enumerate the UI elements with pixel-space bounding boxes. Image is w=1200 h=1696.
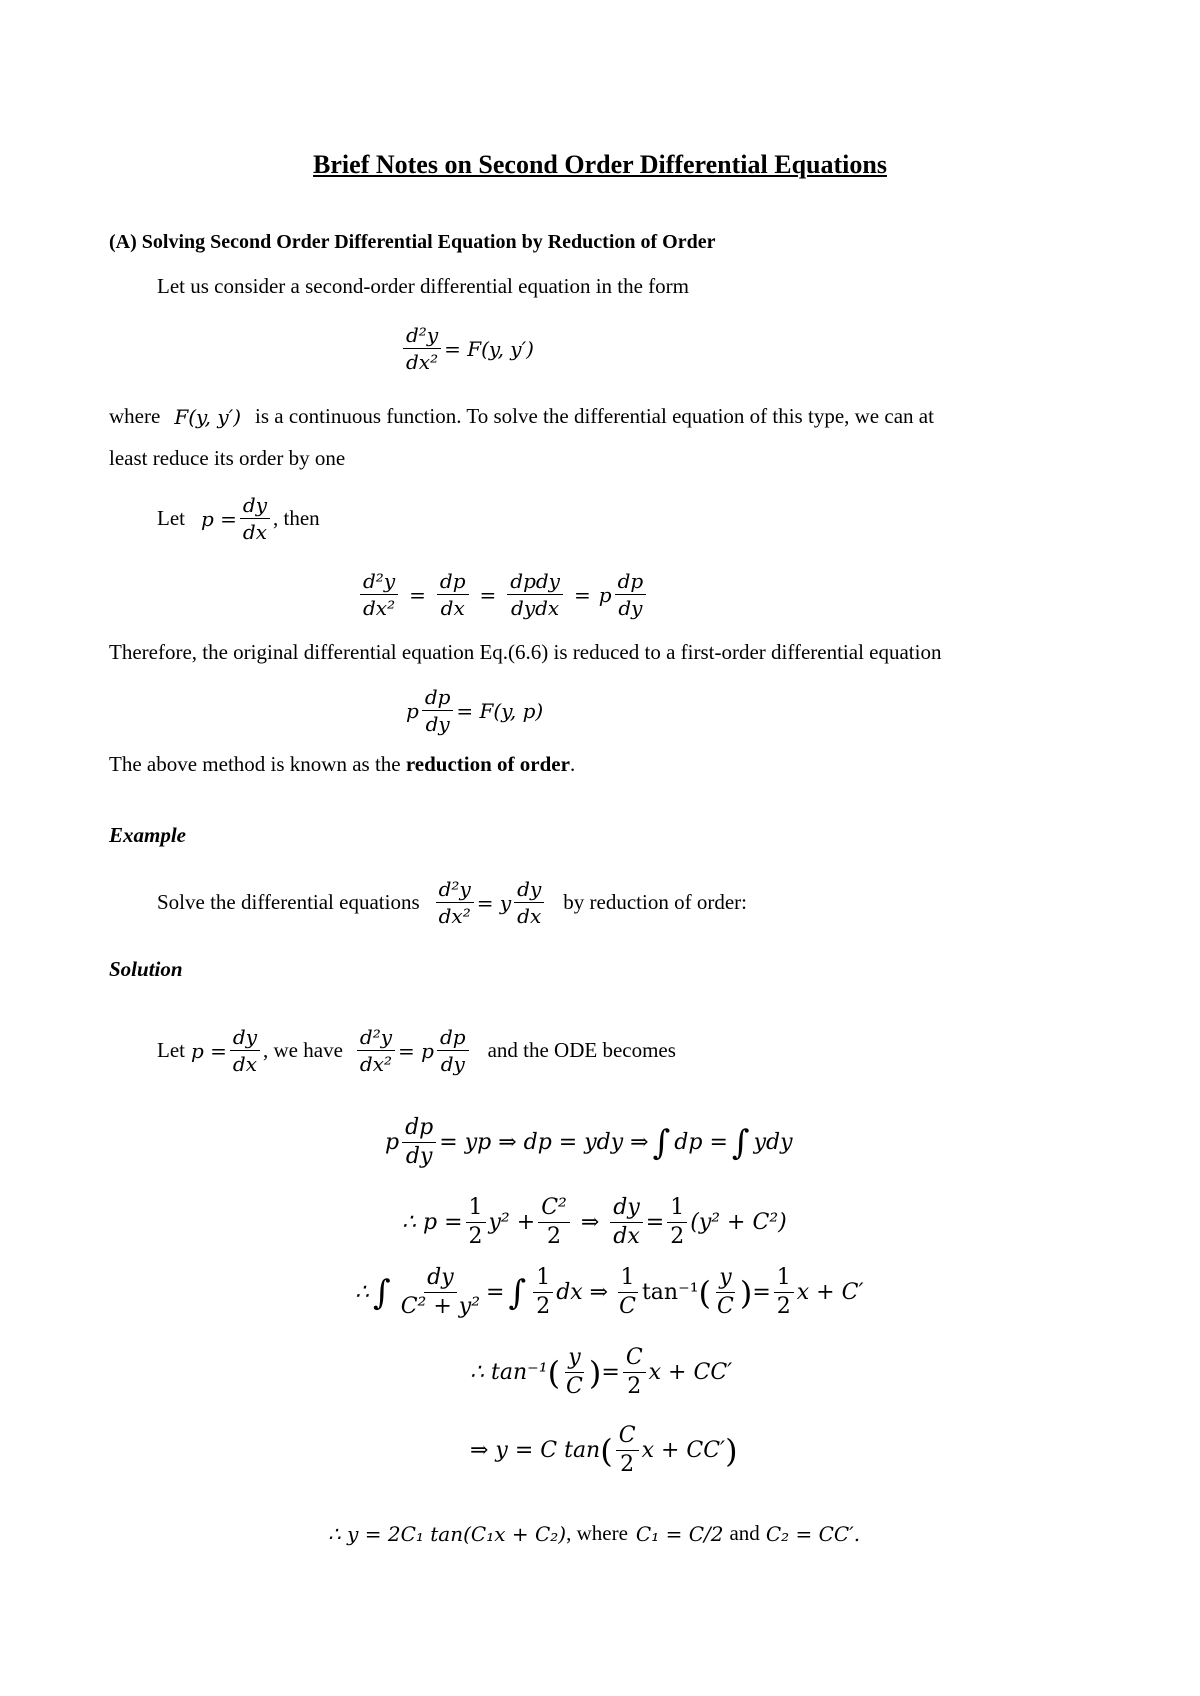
- ode-becomes-text: and the ODE becomes: [487, 1038, 676, 1062]
- where-text-line-2: least reduce its order by one: [109, 446, 346, 470]
- equation-1: [400, 324, 534, 373]
- denominator: C² + y²: [400, 1294, 481, 1320]
- denominator: dx²: [406, 350, 439, 374]
- line-3-tail: x + C′: [796, 1280, 864, 1306]
- solution-equals: = p: [398, 1038, 434, 1063]
- fraction: [398, 1266, 483, 1319]
- numerator: dy: [610, 1196, 643, 1223]
- equation-2: [357, 570, 649, 619]
- numerator: C²: [538, 1196, 570, 1223]
- equation-3: [406, 686, 543, 735]
- right-paren: ): [739, 1273, 753, 1312]
- numerator: C: [616, 1424, 639, 1451]
- denominator: 2: [536, 1294, 551, 1320]
- denominator: C: [619, 1294, 636, 1320]
- denominator: 2: [627, 1374, 642, 1400]
- integral-sign: ∫: [373, 1272, 391, 1313]
- fraction: [437, 1026, 469, 1075]
- final-c1-definition: C₁ = C/2: [635, 1521, 724, 1546]
- final-where: , where: [566, 1521, 628, 1545]
- solution-line-1: [385, 1116, 793, 1169]
- numerator: 1: [618, 1266, 638, 1293]
- numerator: 1: [466, 1196, 486, 1223]
- variable-p: p: [406, 698, 419, 723]
- numerator: dp: [422, 686, 454, 711]
- fraction: [538, 1196, 570, 1249]
- line-5-tail: x + CC′: [641, 1438, 726, 1464]
- numerator: 1: [774, 1266, 794, 1293]
- denominator: dx²: [359, 1052, 393, 1076]
- line-2-tail: (y² + C²): [690, 1210, 787, 1236]
- line-1-integrand-b: ydy: [753, 1130, 793, 1156]
- line-1-integrand-a: dp =: [674, 1130, 728, 1156]
- fraction: [610, 1196, 643, 1249]
- numerator: dp: [437, 570, 469, 595]
- numerator: d²y: [357, 1026, 395, 1051]
- final-and: and: [729, 1521, 760, 1545]
- numerator: y: [565, 1346, 583, 1373]
- fraction: [714, 1266, 737, 1319]
- numerator: y: [716, 1266, 734, 1293]
- denominator: 2: [468, 1224, 483, 1250]
- denominator: 2: [547, 1224, 562, 1250]
- left-paren: (: [547, 1353, 561, 1392]
- line-5-prefix: ⇒ y = C tan: [470, 1438, 601, 1464]
- dx-implies: dx ⇒: [556, 1280, 609, 1306]
- let-then: , then: [273, 506, 320, 530]
- let-word: Let: [157, 1038, 185, 1062]
- intro-text: Let us consider a second-order differential equation in the form: [157, 274, 690, 298]
- numerator: dp: [437, 1026, 469, 1051]
- equals: =: [479, 582, 497, 607]
- let-word: Let: [157, 506, 185, 530]
- example-statement: [157, 878, 747, 927]
- integral-sign: ∫: [731, 1122, 750, 1163]
- numerator: d²y: [436, 878, 474, 903]
- implies-arrow: ⇒: [580, 1210, 600, 1236]
- variable-p: p: [385, 1130, 400, 1156]
- line-4-prefix: ∴ tan⁻¹: [470, 1360, 548, 1386]
- numerator: dy: [514, 878, 544, 903]
- where-expression: F(y, y′): [174, 404, 241, 429]
- final-c2-definition: C₂ = CC′.: [765, 1521, 861, 1546]
- equals: =: [601, 1360, 620, 1386]
- numerator: 1: [533, 1266, 553, 1293]
- equals: =: [573, 582, 591, 607]
- denominator: 2: [776, 1294, 791, 1320]
- solution-label: Solution: [109, 957, 183, 981]
- example-text-end: by reduction of order:: [563, 890, 747, 914]
- equals: =: [486, 1280, 505, 1306]
- equals: =: [409, 582, 426, 607]
- denominator: dx: [613, 1224, 640, 1250]
- denominator: dydx: [511, 596, 560, 620]
- numerator: C: [623, 1346, 646, 1373]
- fraction: [403, 324, 441, 373]
- method-period: .: [569, 752, 576, 776]
- denominator: C: [717, 1294, 734, 1320]
- fraction: [667, 1196, 687, 1249]
- fraction: [616, 1424, 639, 1477]
- numerator: dy: [240, 494, 270, 519]
- equation-rhs: = F(y, y′): [444, 336, 534, 361]
- let-definition: [157, 494, 320, 543]
- integral-sign: ∫: [508, 1272, 527, 1313]
- denominator: dx²: [363, 596, 396, 620]
- denominator: dx²: [438, 904, 471, 928]
- therefore-symbol: ∴: [355, 1280, 369, 1306]
- denominator: C: [566, 1374, 583, 1400]
- line-1-middle: = yp ⇒ dp = ydy ⇒: [439, 1130, 649, 1156]
- denominator: 2: [670, 1224, 685, 1250]
- therefore-text: Therefore, the original differential equation Eq.(6.6) is reduced to a first-order differential equation: [109, 640, 942, 664]
- solution-setup: [157, 1026, 676, 1075]
- right-paren: ): [588, 1353, 602, 1392]
- page-title: Brief Notes on Second Order Differential Equations: [313, 150, 887, 179]
- denominator: dx: [242, 520, 267, 544]
- fraction: [230, 1026, 260, 1075]
- equals: =: [645, 1210, 665, 1236]
- fraction: [422, 686, 454, 735]
- numerator: 1: [667, 1196, 687, 1223]
- final-result: [328, 1521, 860, 1546]
- fraction: [563, 1346, 586, 1399]
- example-text: Solve the differential equations: [157, 890, 420, 914]
- we-have-text: , we have: [263, 1038, 343, 1062]
- denominator: dy: [440, 1052, 465, 1076]
- line-4-tail: x + CC′: [648, 1360, 733, 1386]
- fraction: [466, 1196, 486, 1249]
- equation-rhs: = F(y, p): [456, 698, 544, 723]
- where-word: where: [109, 404, 161, 428]
- fraction: [240, 494, 270, 543]
- fraction: [402, 1116, 436, 1169]
- numerator: dpdy: [507, 570, 563, 595]
- numerator: dp: [402, 1116, 436, 1143]
- final-equation: ∴ y = 2C₁ tan(C₁x + C₂): [328, 1521, 567, 1546]
- where-line: [109, 404, 1099, 429]
- fraction: [774, 1266, 794, 1319]
- section-heading: (A) Solving Second Order Differential Equation by Reduction of Order: [109, 231, 716, 253]
- denominator: dy: [618, 596, 643, 620]
- denominator: dy: [425, 712, 450, 736]
- variable-p: p: [598, 582, 612, 607]
- where-text: is a continuous function. To solve the differential equation of this type, we can at: [255, 404, 934, 428]
- denominator: 2: [620, 1452, 635, 1478]
- solution-line-5: [470, 1424, 738, 1477]
- fraction: [616, 1266, 639, 1319]
- fraction: [360, 570, 398, 619]
- line-2-prefix: ∴ p =: [402, 1210, 463, 1236]
- numerator: d²y: [403, 324, 441, 349]
- numerator: d²y: [360, 570, 398, 595]
- example-equals: = y: [476, 890, 512, 915]
- denominator: dx: [232, 1052, 257, 1076]
- denominator: dy: [405, 1144, 433, 1170]
- numerator: dy: [424, 1266, 457, 1293]
- method-text: The above method is known as the: [109, 752, 401, 776]
- fraction: [437, 570, 469, 619]
- fraction: [623, 1346, 646, 1399]
- denominator: dx: [440, 596, 465, 620]
- left-paren: (: [698, 1273, 712, 1312]
- solution-line-3: [355, 1266, 863, 1319]
- fraction: [436, 878, 474, 927]
- equals: =: [752, 1280, 771, 1306]
- method-sentence: [109, 752, 575, 777]
- integral-sign: ∫: [652, 1122, 671, 1163]
- fraction: [514, 878, 544, 927]
- solution-line-4: [470, 1346, 732, 1399]
- fraction: [357, 1026, 395, 1075]
- y-squared-term: y² +: [488, 1210, 536, 1236]
- example-label: Example: [109, 823, 186, 847]
- solution-p: p =: [190, 1038, 227, 1063]
- left-paren: (: [600, 1431, 613, 1470]
- let-expression: p =: [200, 506, 237, 531]
- denominator: dx: [517, 904, 542, 928]
- numerator: dp: [615, 570, 647, 595]
- right-paren: ): [725, 1431, 738, 1470]
- numerator: dy: [230, 1026, 260, 1051]
- arctan-label: tan⁻¹: [641, 1280, 699, 1306]
- method-term: reduction of order: [405, 752, 570, 776]
- fraction: [615, 570, 647, 619]
- fraction: [507, 570, 563, 619]
- fraction: [533, 1266, 553, 1319]
- solution-line-2: [402, 1196, 787, 1249]
